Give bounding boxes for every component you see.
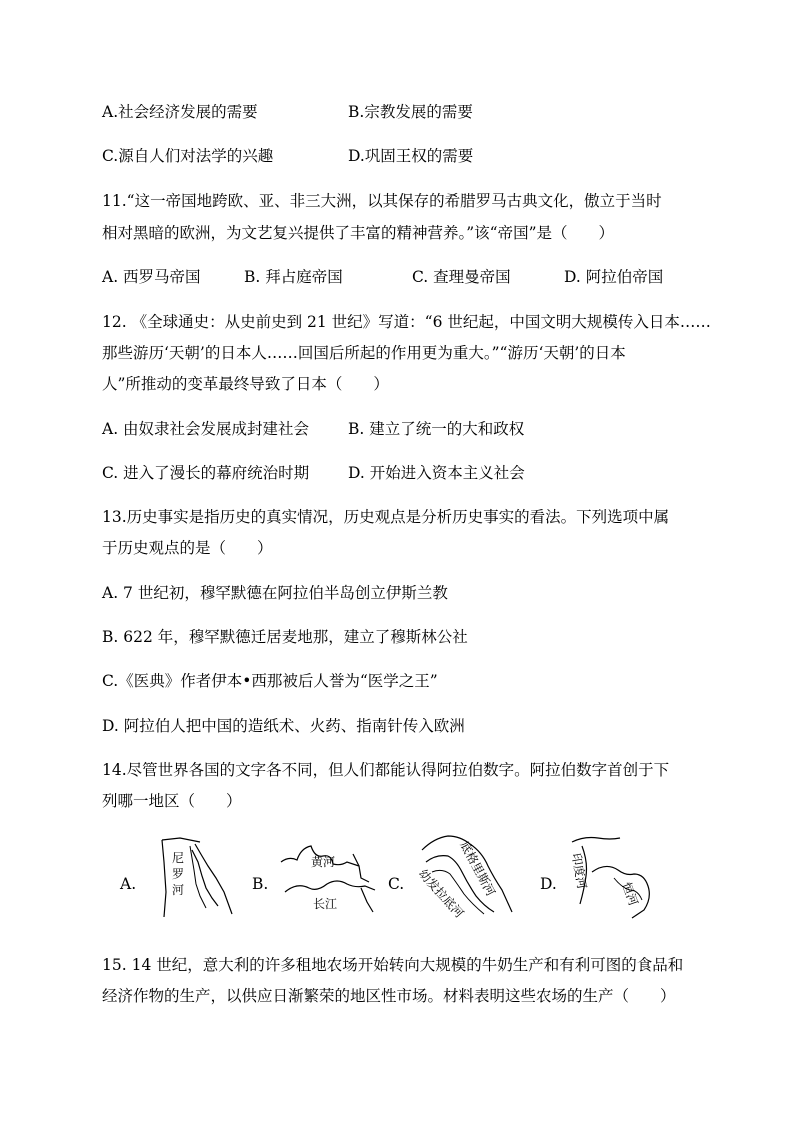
- q14-map-c-mesopotamia: [412, 832, 522, 922]
- q13-option-c: C.《医典》作者伊本•西那被后人誉为“医学之王”: [102, 672, 438, 690]
- q14-stem-line2: 列哪一地区（ ）: [102, 792, 242, 810]
- q10-option-a: A.社会经济发展的需要: [102, 103, 258, 121]
- q14-letter-c: C.: [388, 875, 405, 893]
- q15-stem-line2: 经济作物的生产，以供应日渐繁荣的地区性市场。材料表明这些农场的生产（ ）: [102, 987, 676, 1005]
- china-rivers-drawing: [275, 832, 380, 922]
- q14-stem-line1: 14.尽管世界各国的文字各不同，但人们都能认得阿拉伯数字。阿拉伯数字首创于下: [102, 761, 670, 779]
- q13-option-d: D. 阿拉伯人把中国的造纸术、火药、指南针传入欧洲: [102, 717, 465, 735]
- q14-map-b-china: [275, 832, 380, 922]
- q11-option-b: B. 拜占庭帝国: [244, 268, 343, 286]
- q14-letter-a: A.: [120, 875, 137, 893]
- q12-stem-line1: 12. 《全球通史：从史前史到 21 世纪》写道：“6 世纪起，中国文明大规模传入日本……: [102, 313, 711, 331]
- yellow-river-label: 黄河: [311, 855, 336, 869]
- nile-map-drawing: [150, 832, 240, 922]
- q12-option-b: B. 建立了统一的大和政权: [348, 420, 525, 438]
- nile-label-1: 尼: [172, 851, 185, 865]
- ganges-label: 恒河: [619, 880, 641, 908]
- q13-stem-line1: 13.历史事实是指历史的真实情况，历史观点是分析历史事实的看法。下列选项中属: [102, 508, 670, 526]
- yangtze-label: 长江: [313, 897, 338, 911]
- indus-label: 印度河: [569, 852, 590, 890]
- q14-letter-d: D.: [540, 875, 557, 893]
- mesopotamia-rivers-drawing: [412, 832, 522, 922]
- q11-option-c: C. 查理曼帝国: [412, 268, 511, 286]
- q14-map-d-india: [562, 832, 662, 922]
- q12-option-c: C. 进入了漫长的幕府统治时期: [102, 464, 310, 482]
- q11-stem-line2: 相对黑暗的欧洲，为文艺复兴提供了丰富的精神营养。”该“帝国”是（ ）: [102, 224, 615, 242]
- q12-stem-line2: 那些游历‘天朝’的日本人……回国后所起的作用更为重大。”“游历‘天朝’的日本: [102, 344, 626, 362]
- q11-option-a: A. 西罗马帝国: [102, 268, 201, 286]
- q11-stem-line1: 11.“这一帝国地跨欧、亚、非三大洲，以其保存的希腊罗马古典文化，傲立于当时: [102, 192, 662, 210]
- euphrates-label: 幼发拉底河: [415, 866, 467, 921]
- q10-option-b: B.宗教发展的需要: [348, 103, 473, 121]
- q15-stem-line1: 15. 14 世纪，意大利的许多租地农场开始转向大规模的牛奶生产和有利可图的食品和: [102, 956, 684, 974]
- q12-option-d: D. 开始进入资本主义社会: [348, 464, 525, 482]
- q14-letter-b: B.: [252, 875, 269, 893]
- q10-option-c: C.源自人们对法学的兴趣: [102, 147, 274, 165]
- tigris-label: 底格里斯河: [457, 838, 498, 899]
- nile-label-3: 河: [172, 883, 185, 897]
- nile-label-2: 罗: [172, 867, 185, 881]
- q14-map-a-nile: [150, 832, 240, 922]
- india-rivers-drawing: [562, 832, 662, 922]
- q13-option-b: B. 622 年，穆罕默德迁居麦地那，建立了穆斯林公社: [102, 628, 468, 646]
- q12-option-a: A. 由奴隶社会发展成封建社会: [102, 420, 310, 438]
- q10-option-d: D.巩固王权的需要: [348, 147, 474, 165]
- q12-stem-line3: 人”所推动的变革最终导致了日本（ ）: [102, 375, 389, 393]
- q13-option-a: A. 7 世纪初，穆罕默德在阿拉伯半岛创立伊斯兰教: [102, 584, 448, 602]
- q11-option-d: D. 阿拉伯帝国: [564, 268, 664, 286]
- q13-stem-line2: 于历史观点的是（ ）: [102, 539, 273, 557]
